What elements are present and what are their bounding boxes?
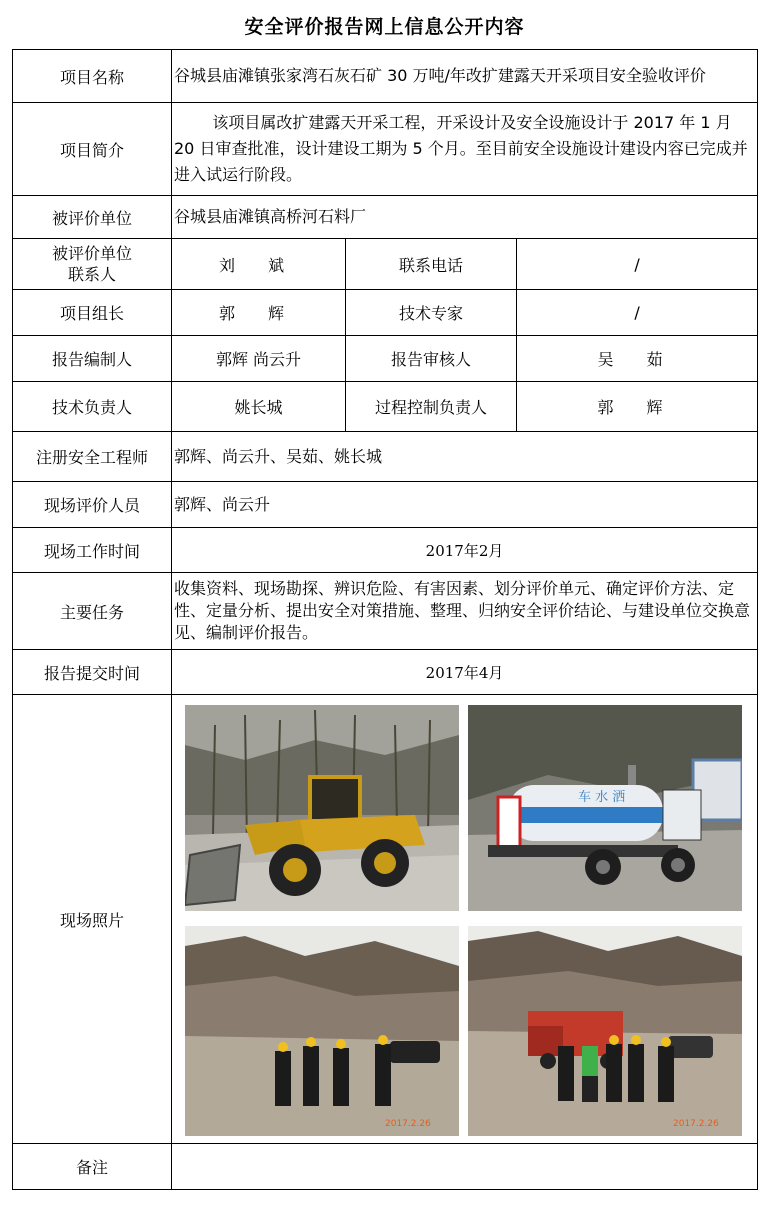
photo-date-stamp-2: 2017.2.26	[673, 1118, 719, 1129]
truck-tank-text: 车 水 洒	[578, 789, 626, 805]
expert-value: /	[517, 290, 758, 336]
row-site-evaluators	[13, 482, 758, 528]
report-submit-time-value: 2017年4月	[172, 650, 758, 695]
row-project-intro	[13, 103, 758, 196]
reviewer-name: 吴 茹	[517, 336, 758, 382]
water-truck-image	[468, 705, 742, 911]
tech-lead-label: 技术负责人	[13, 382, 172, 432]
site-photos-cell	[172, 695, 758, 1144]
contact-label	[13, 239, 172, 290]
site-photos-label: 现场照片	[13, 695, 172, 1144]
main-tasks-label: 主要任务	[13, 573, 172, 650]
main-tasks-value: 收集资料、现场勘探、辨识危险、有害因素、划分评价单元、确定评价方法、定性、定量分析、提出安全对策措施、整理、归纳安全评价结论、与建设单位交换意见、编制评价报告。	[172, 573, 758, 650]
photo-grid	[172, 697, 757, 1142]
row-tech-lead	[13, 382, 758, 432]
process-control-name: 郭 辉	[517, 382, 758, 432]
row-remarks	[13, 1144, 758, 1190]
site-work-time-label: 现场工作时间	[13, 528, 172, 573]
site-evaluators-label: 现场评价人员	[13, 482, 172, 528]
site-evaluators-value: 郭辉、尚云升	[172, 482, 758, 528]
quarry-group-1-image	[185, 926, 459, 1136]
site-work-time-value: 2017年2月	[172, 528, 758, 573]
photo-date-stamp-1: 2017.2.26	[385, 1118, 431, 1129]
report-author-name: 郭辉 尚云升	[172, 336, 346, 382]
phone-value: /	[517, 239, 758, 290]
row-team-leader	[13, 290, 758, 336]
row-evaluated-unit	[13, 196, 758, 239]
project-name-label: 项目名称	[13, 50, 172, 103]
project-intro-value: 该项目属改扩建露天开采工程，开采设计及安全设施设计于 2017 年 1 月 20 日审查批准，设计建设工期为 5 个月。至目前安全设施设计建设内容已完成并进入试运行阶段。	[172, 103, 758, 196]
quarry-group-2-image	[468, 926, 742, 1136]
photo-wheel-loader	[185, 705, 459, 911]
photo-water-truck	[468, 705, 742, 911]
page-title: 安全评价报告网上信息公开内容	[244, 16, 525, 38]
project-intro-label: 项目简介	[13, 103, 172, 196]
photo-quarry-group-2	[468, 926, 742, 1136]
row-report-submit-time	[13, 650, 758, 695]
process-control-label: 过程控制负责人	[346, 382, 517, 432]
row-project-name	[13, 50, 758, 103]
info-table	[12, 49, 758, 1190]
row-contact	[13, 239, 758, 290]
team-leader-name: 郭 辉	[172, 290, 346, 336]
contact-name: 刘 斌	[172, 239, 346, 290]
engineers-label: 注册安全工程师	[13, 432, 172, 482]
report-submit-time-label: 报告提交时间	[13, 650, 172, 695]
project-name-value: 谷城县庙滩镇张家湾石灰石矿 30 万吨/年改扩建露天开采项目安全验收评价	[172, 50, 758, 103]
team-leader-label: 项目组长	[13, 290, 172, 336]
wheel-loader-image	[185, 705, 459, 911]
remarks-label: 备注	[13, 1144, 172, 1190]
evaluated-unit-label: 被评价单位	[13, 196, 172, 239]
expert-label: 技术专家	[346, 290, 517, 336]
engineers-value: 郭辉、尚云升、吴茹、姚长城	[172, 432, 758, 482]
row-main-tasks	[13, 573, 758, 650]
report-author-label: 报告编制人	[13, 336, 172, 382]
tech-lead-name: 姚长城	[172, 382, 346, 432]
row-report-author	[13, 336, 758, 382]
phone-label: 联系电话	[346, 239, 517, 290]
photo-quarry-group-1	[185, 926, 459, 1136]
row-site-work-time	[13, 528, 758, 573]
contact-label-line1: 被评价单位	[51, 244, 132, 263]
reviewer-label: 报告审核人	[346, 336, 517, 382]
evaluated-unit-value: 谷城县庙滩镇高桥河石料厂	[172, 196, 758, 239]
row-engineers	[13, 432, 758, 482]
row-site-photos	[13, 695, 758, 1144]
contact-label-line2: 联系人	[67, 265, 116, 284]
remarks-value	[172, 1144, 758, 1190]
